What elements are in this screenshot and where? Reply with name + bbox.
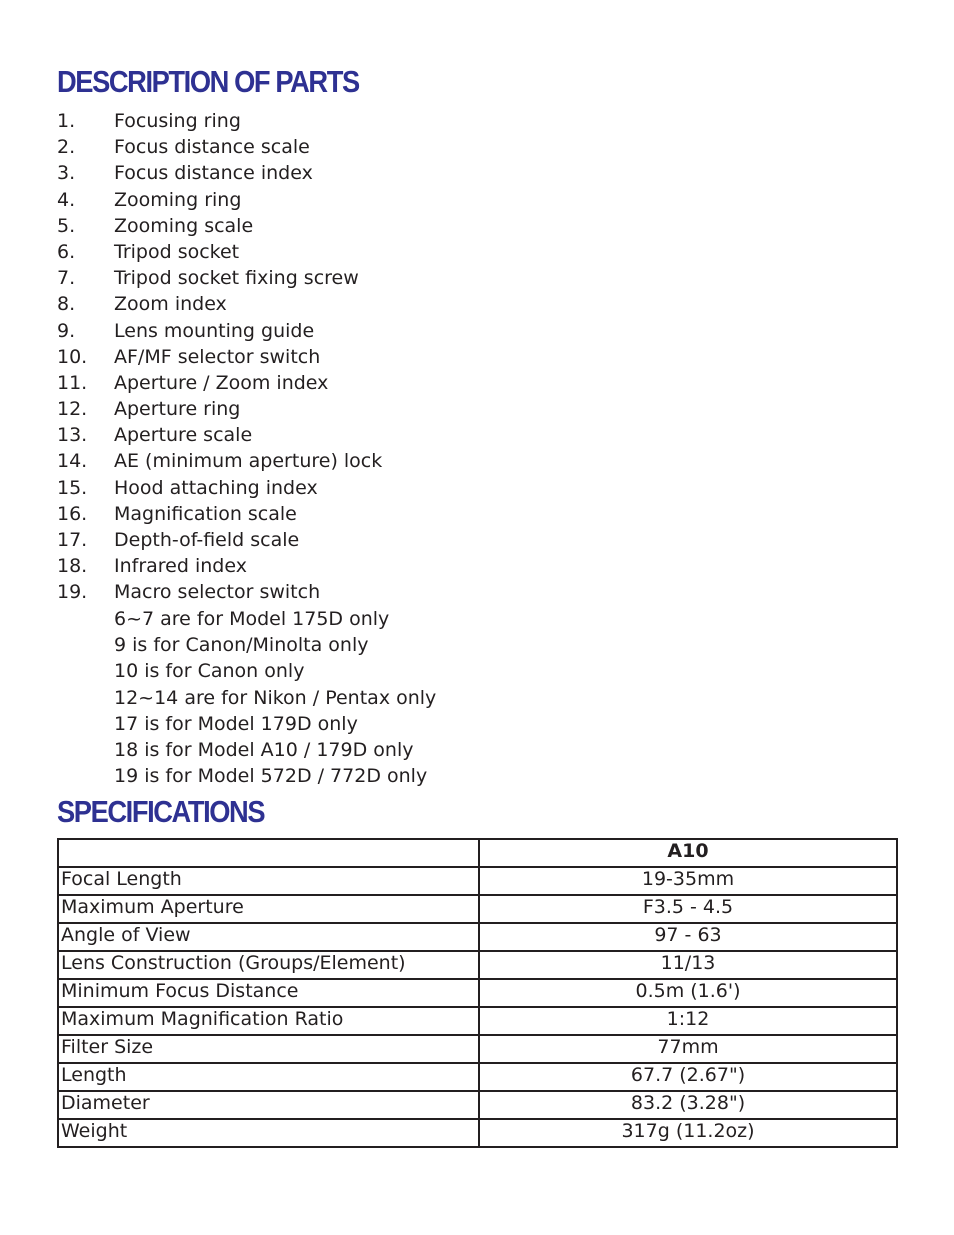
table-header-row <box>58 839 897 867</box>
item-number: 5. <box>57 214 76 237</box>
item-label: Macro selector switch <box>114 581 321 604</box>
note-item: 9 is for Canon/Minolta only <box>114 634 369 657</box>
table-row <box>58 1035 897 1063</box>
spec-label: Filter Size <box>58 1035 479 1063</box>
header-cell-empty <box>58 839 479 867</box>
spec-label: Angle of View <box>58 923 479 951</box>
spec-value: 317g (11.2oz) <box>479 1119 897 1147</box>
item-number: 4. <box>57 188 76 211</box>
item-label: Zooming scale <box>114 214 254 237</box>
item-label: Lens mounting guide <box>114 319 315 342</box>
item-label: AF/MF selector switch <box>114 345 321 368</box>
item-number: 8. <box>57 293 76 316</box>
item-number: 10. <box>57 345 88 368</box>
item-label: Infrared index <box>114 555 247 578</box>
spec-label: Maximum Aperture <box>58 895 479 923</box>
note-item: 17 is for Model 179D only <box>114 712 358 735</box>
item-label: Zoom index <box>114 293 227 316</box>
item-label: Hood attaching index <box>114 476 318 499</box>
item-number: 18. <box>57 555 88 578</box>
specifications-heading: SPECIFICATIONS <box>57 794 265 829</box>
table-row <box>58 979 897 1007</box>
spec-label: Minimum Focus Distance <box>58 979 479 1007</box>
spec-label: Length <box>58 1063 479 1091</box>
notes-list <box>114 606 436 789</box>
spec-value: 83.2 (3.28") <box>479 1091 897 1119</box>
header-cell-model: A10 <box>479 839 897 867</box>
specifications-table <box>57 838 898 1148</box>
spec-value: 0.5m (1.6') <box>479 979 897 1007</box>
note-item: 6~7 are for Model 175D only <box>114 608 390 630</box>
spec-value: 19-35mm <box>479 867 897 895</box>
item-number: 16. <box>57 502 88 525</box>
item-label: Focus distance scale <box>114 136 310 159</box>
item-label: AE (minimum aperture) lock <box>114 450 383 473</box>
table-row <box>58 1063 897 1091</box>
table-row <box>58 1119 897 1147</box>
note-item: 12~14 are for Nikon / Pentax only <box>114 686 437 709</box>
item-label: Focusing ring <box>114 110 241 132</box>
table-row <box>58 895 897 923</box>
table-row <box>58 923 897 951</box>
item-number: 1. <box>57 110 76 132</box>
spec-label: Diameter <box>58 1091 479 1119</box>
table-row <box>58 951 897 979</box>
item-number: 11. <box>57 371 88 394</box>
item-number: 3. <box>57 162 76 185</box>
item-label: Aperture / Zoom index <box>114 371 329 394</box>
item-label: Tripod socket fixing screw <box>114 267 359 290</box>
spec-value: 97 - 63 <box>479 923 897 951</box>
spec-value: F3.5 - 4.5 <box>479 895 897 923</box>
item-number: 12. <box>57 398 88 421</box>
item-number: 9. <box>57 319 76 342</box>
item-number: 15. <box>57 476 88 499</box>
item-label: Focus distance index <box>114 162 313 185</box>
spec-value: 1:12 <box>479 1007 897 1035</box>
item-number: 19. <box>57 581 88 604</box>
note-item: 19 is for Model 572D / 772D only <box>114 765 428 788</box>
item-label: Zooming ring <box>114 188 242 211</box>
spec-value: 67.7 (2.67") <box>479 1063 897 1091</box>
table-row <box>58 1007 897 1035</box>
item-number: 14. <box>57 450 88 473</box>
spec-value: 11/13 <box>479 951 897 979</box>
item-label: Aperture ring <box>114 398 241 421</box>
spec-label: Lens Construction (Groups/Element) <box>58 951 479 979</box>
item-number: 13. <box>57 424 88 447</box>
item-number: 17. <box>57 529 88 551</box>
note-item: 10 is for Canon only <box>114 660 305 683</box>
note-item: 18 is for Model A10 / 179D only <box>114 738 414 761</box>
parts-heading: DESCRIPTION OF PARTS <box>57 64 359 99</box>
item-number: 2. <box>57 136 76 159</box>
item-number: 7. <box>57 267 76 290</box>
item-number: 6. <box>57 240 76 263</box>
spec-value: 77mm <box>479 1035 897 1063</box>
spec-label: Focal Length <box>58 867 479 895</box>
item-label: Tripod socket <box>114 240 240 263</box>
table-row <box>58 1091 897 1119</box>
item-label: Depth-of-field scale <box>114 529 300 551</box>
spec-label: Maximum Magnification Ratio <box>58 1007 479 1035</box>
item-label: Magnification scale <box>114 502 297 525</box>
spec-label: Weight <box>58 1119 479 1147</box>
item-label: Aperture scale <box>114 424 253 447</box>
table-row <box>58 867 897 895</box>
